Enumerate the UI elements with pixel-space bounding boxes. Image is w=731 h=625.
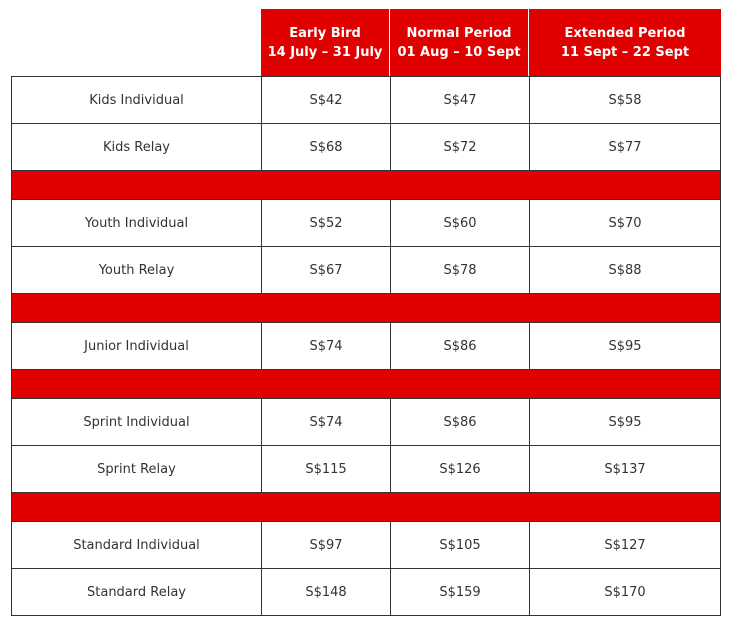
price-cell: S$72: [391, 124, 530, 170]
group-separator-bar: [12, 370, 720, 399]
group-separator-bar: [12, 493, 720, 522]
header-early-bird: [261, 9, 390, 76]
category-cell: Youth Individual: [12, 200, 262, 246]
price-cell: S$67: [262, 247, 391, 293]
category-cell: Youth Relay: [12, 247, 262, 293]
header-period-dates: 01 Aug – 10 Sept: [397, 44, 521, 60]
table-row: [12, 247, 720, 294]
group-separator-bar: [12, 294, 720, 323]
price-cell: S$60: [391, 200, 530, 246]
group-separator-bar: [12, 171, 720, 200]
table-row: [12, 446, 720, 493]
category-cell: Sprint Relay: [12, 446, 262, 492]
table-row: [12, 124, 720, 171]
price-cell: S$78: [391, 247, 530, 293]
price-cell: S$86: [391, 323, 530, 369]
price-cell: S$74: [262, 323, 391, 369]
price-cell: S$68: [262, 124, 391, 170]
header-period-dates: 14 July – 31 July: [267, 44, 383, 60]
price-cell: S$74: [262, 399, 391, 445]
table-header: [11, 9, 721, 76]
table-body: [11, 76, 721, 616]
price-cell: S$47: [391, 77, 530, 123]
table-row: [12, 323, 720, 370]
category-cell: Standard Individual: [12, 522, 262, 568]
price-cell: S$86: [391, 399, 530, 445]
header-period-name: Extended Period: [564, 25, 686, 41]
category-cell: Junior Individual: [12, 323, 262, 369]
price-cell: S$70: [608, 215, 642, 231]
header-period-name: Normal Period: [406, 25, 512, 41]
price-cell: S$148: [262, 569, 391, 615]
category-cell: Kids Relay: [12, 124, 262, 170]
price-cell: S$77: [608, 139, 642, 155]
category-cell: Sprint Individual: [12, 399, 262, 445]
price-cell: S$126: [391, 446, 530, 492]
price-cell: S$42: [262, 77, 391, 123]
header-normal-period: [390, 9, 529, 76]
category-cell: Standard Relay: [12, 569, 262, 615]
table-row: [12, 569, 720, 616]
price-cell: S$88: [608, 262, 642, 278]
price-cell: S$52: [262, 200, 391, 246]
header-extended-period: [529, 9, 721, 76]
table-row: [12, 522, 720, 569]
price-cell: S$127: [604, 537, 646, 553]
price-cell: S$115: [262, 446, 391, 492]
header-blank-cell: [11, 9, 261, 76]
price-cell: S$58: [608, 92, 642, 108]
price-cell: S$137: [604, 461, 646, 477]
header-period-name: Early Bird: [289, 25, 361, 41]
price-cell: S$170: [604, 584, 646, 600]
table-row: [12, 77, 720, 124]
price-cell: S$95: [608, 414, 642, 430]
category-cell: Kids Individual: [12, 77, 262, 123]
price-cell: S$95: [608, 338, 642, 354]
pricing-table: [11, 9, 721, 616]
table-row: [12, 200, 720, 247]
table-row: [12, 399, 720, 446]
price-cell: S$97: [262, 522, 391, 568]
header-period-dates: 11 Sept – 22 Sept: [560, 44, 690, 60]
price-cell: S$159: [391, 569, 530, 615]
price-cell: S$105: [391, 522, 530, 568]
